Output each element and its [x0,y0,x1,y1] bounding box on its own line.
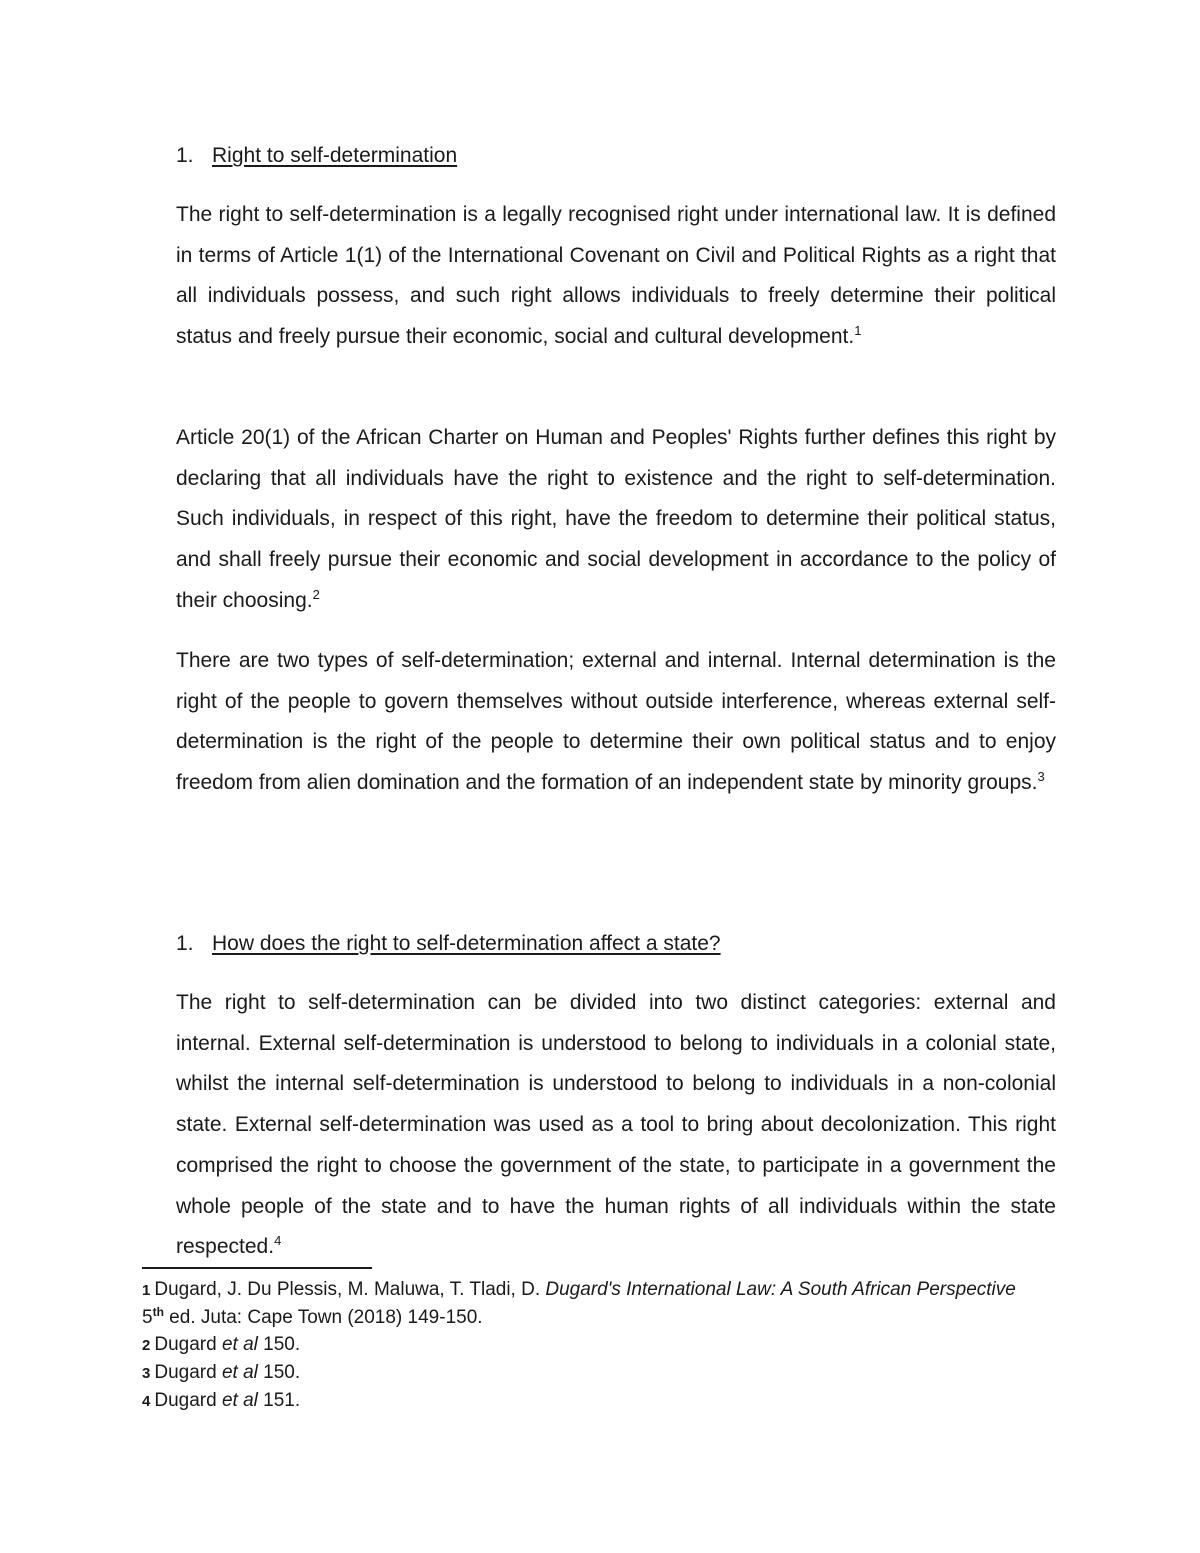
paragraph-text: There are two types of self-determination; external and internal. Internal determination is the right of the people to govern themselves without outside interference, whereas external self-determination is the right of the people to determine their own political status and to enjoy freedom from alien domination and the formation of an independent state by minority groups. [176,649,1056,795]
footnote-reference: 3 [1037,769,1045,785]
paragraph-text: Article 20(1) of the African Charter on Human and Peoples' Rights further defines this right by declaring that all individuals have the right to existence and the right to self-determination. Such individuals, in respect of this right, have the freedom to determine their political status, and shall freely pursue their economic and social development in accordance to the policy of their choosing. [176,426,1056,612]
paragraph [176,983,1056,1268]
footnote-1: 1 Dugard, J. Du Plessis, M. Maluwa, T. Tladi, D. Dugard's International Law: A South African Perspective 5th ed. Juta: Cape Town (2018) 149-150. [142,1279,1016,1328]
paragraph-text: The right to self-determination is a legally recognised right under international law. It is defined in terms of Article 1(1) of the International Covenant on Civil and Political Rights as a right that all individuals possess, and such right allows individuals to freely determine their political status and freely pursue their economic, social and cultural development. [176,203,1056,349]
section-heading-1 [176,144,457,168]
paragraph [176,641,1056,804]
footnote-separator [142,1267,372,1269]
footnote-mark: 2 [142,1337,151,1354]
paragraph [176,418,1056,622]
footnote-mark: 4 [142,1393,151,1410]
footnote-reference: 1 [854,323,862,339]
footnote-2: 2 Dugard et al 150. [142,1334,301,1355]
paragraph-text: The right to self-determination can be divided into two distinct categories: external and internal. External self-determination is understood to belong to individuals in a colonial state, whilst the internal self-determination is understood to belong to individuals in a non-colonial state. External self-determination was used as a tool to bring about decolonization. This right comprised the right to choose the government of the state, to participate in a government the whole people of the state and to have the human rights of all individuals within the state respected. [176,991,1056,1259]
section-number: 1. [176,932,194,955]
footnote-mark: 3 [142,1365,151,1382]
section-title: Right to self-determination [212,144,458,167]
section-heading-2 [176,932,721,956]
footnote-mark: 1 [142,1282,151,1299]
paragraph [176,195,1056,358]
footnote-4: 4 Dugard et al 151. [142,1390,301,1411]
footnote-reference: 2 [312,586,320,602]
section-number: 1. [176,144,194,167]
footnote-reference: 4 [274,1233,282,1249]
section-title: How does the right to self-determination affect a state? [212,932,721,955]
book-title: Dugard's International Law: A South African Perspective [545,1279,1016,1300]
footnotes [142,1276,1042,1415]
footnote-3: 3 Dugard et al 150. [142,1362,301,1383]
